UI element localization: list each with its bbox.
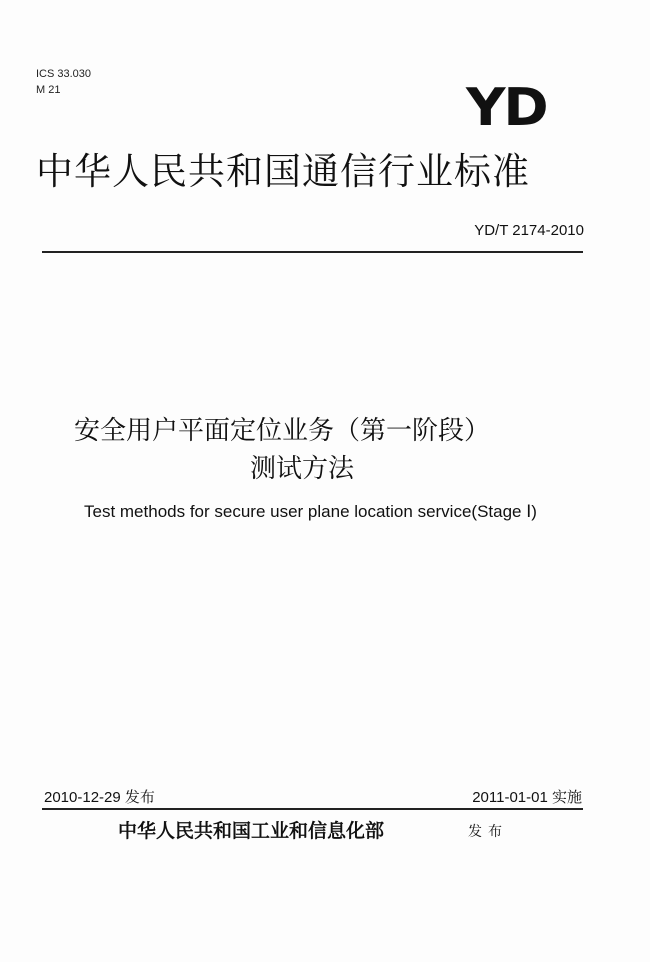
bottom-divider [42, 808, 583, 810]
top-divider [42, 251, 583, 253]
ccs-code: M 21 [36, 84, 61, 96]
publisher-suffix: 发布 [468, 824, 508, 840]
classification-codes [36, 66, 91, 98]
yd-logo: YD [466, 78, 547, 138]
document-title-cn-line1: 安全用户平面定位业务（第一阶段） [74, 416, 491, 446]
standard-category-title: 中华人民共和国通信行业标准 [36, 150, 530, 193]
document-title-cn-line2: 测试方法 [250, 454, 355, 484]
document-title-en: Test methods for secure user plane location service(Stage Ⅰ) [84, 502, 537, 521]
implementation-date: 2011-01-01 实施 [472, 789, 582, 806]
issue-date: 2010-12-29 发布 [44, 789, 155, 806]
ics-code: ICS 33.030 [36, 68, 92, 80]
publisher-name: 中华人民共和国工业和信息化部 [118, 820, 385, 842]
standard-code: YD/T 2174-2010 [474, 222, 584, 239]
